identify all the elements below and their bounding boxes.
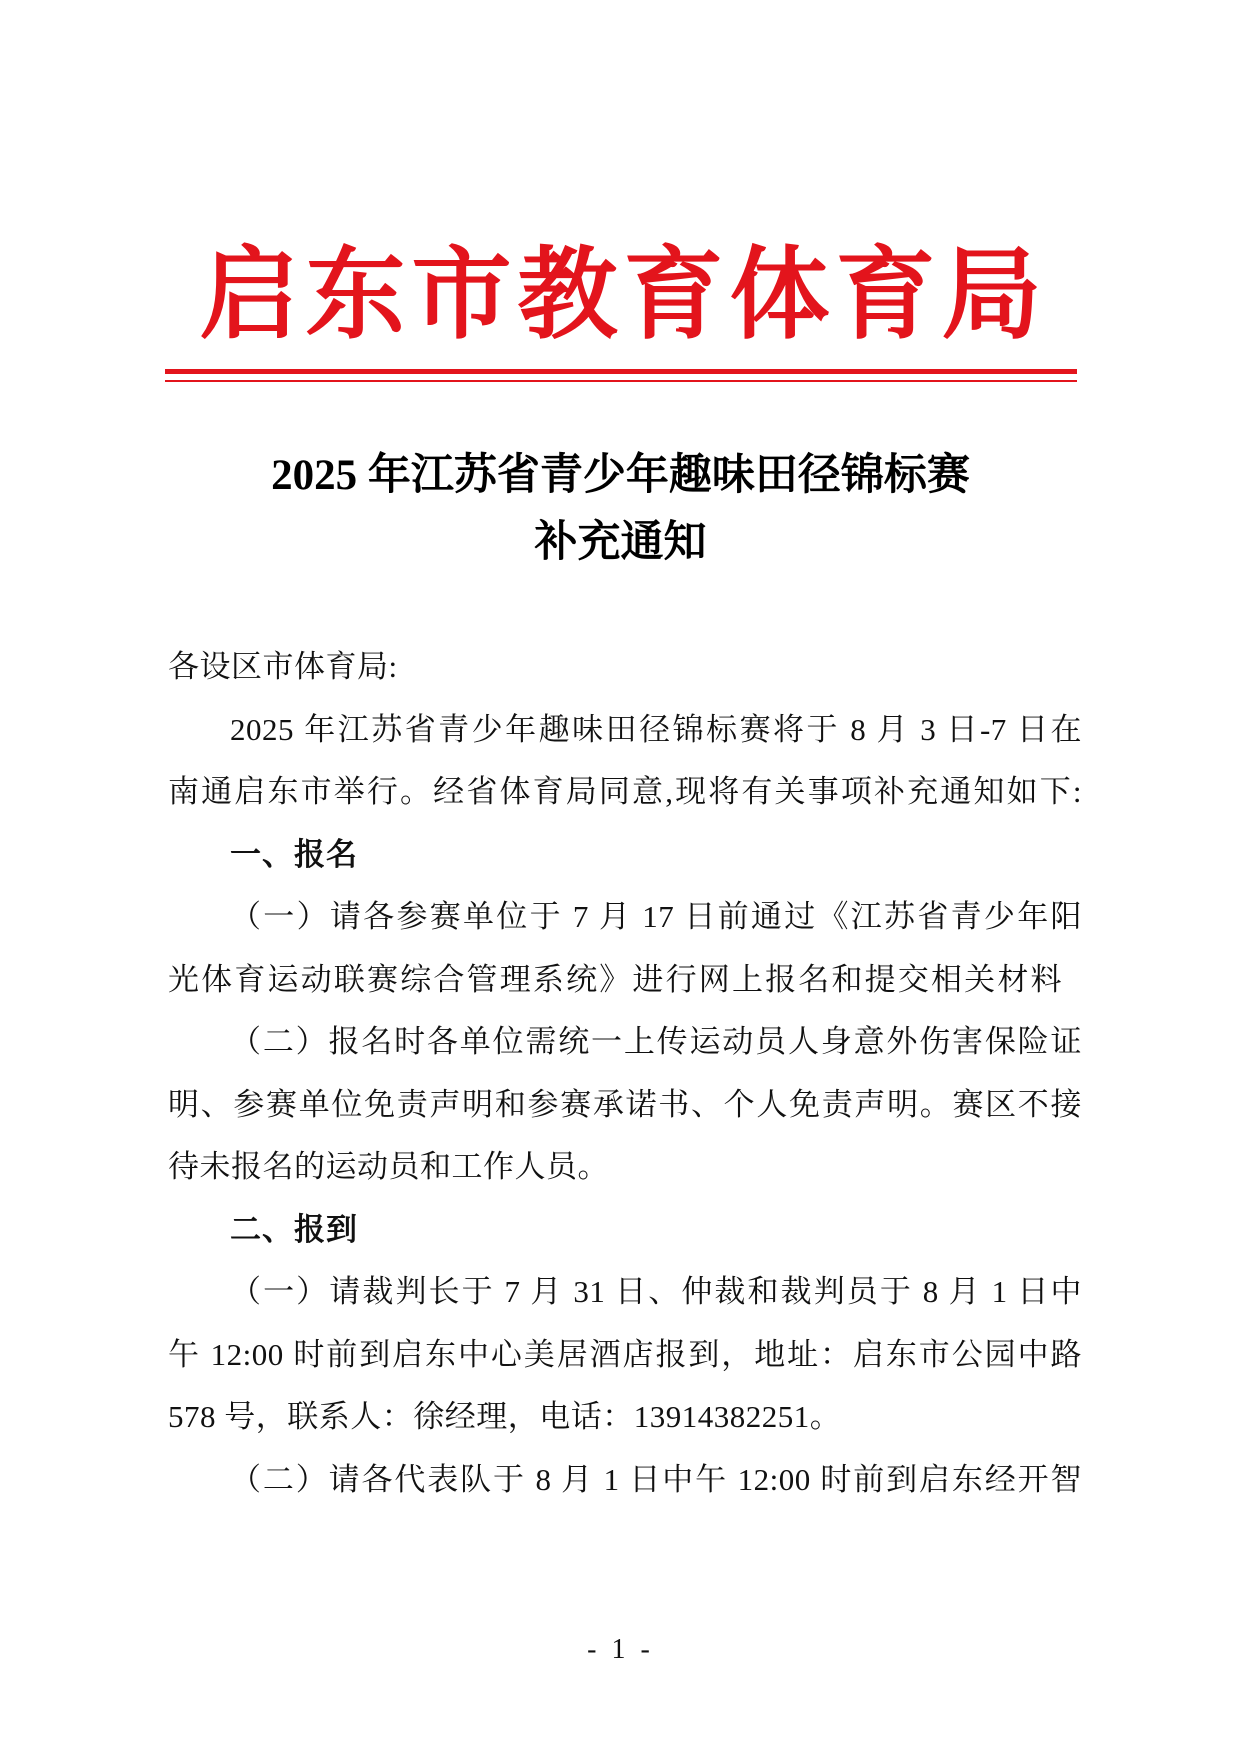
paragraph-line: （一）请各参赛单位于 7 月 17 日前通过《江苏省青少年阳 [230, 899, 1082, 934]
paragraph-line: 待未报名的运动员和工作人员。 [168, 1149, 609, 1184]
paragraph-line: 午 12:00 时前到启东中心美居酒店报到，地址：启东市公园中路 [168, 1336, 1082, 1372]
page-number: - 1 - [587, 1634, 654, 1665]
section-1-item-2 [168, 1011, 1082, 1199]
letterhead-thin-rule [165, 380, 1077, 382]
paragraph-line: 明、参赛单位免责声明和参赛承诺书、个人免责声明。赛区不接 [168, 1086, 1082, 1122]
paragraph-line: （二）报名时各单位需统一上传运动员人身意外伤害保险证 [230, 1024, 1082, 1059]
paragraph-line: （一）请裁判长于 7 月 31 日、仲裁和裁判员于 8 月 1 日中 [230, 1274, 1082, 1309]
paragraph-line: （二）请各代表队于 8 月 1 日中午 12:00 时前到启东经开智 [230, 1461, 1082, 1497]
salutation: 各设区市体育局: [168, 649, 398, 684]
notice-title-line-1: 2025 年江苏省青少年趣味田径锦标赛 [271, 452, 970, 499]
notice-title-line-2: 补充通知 [534, 519, 707, 566]
section-1-heading: 一、报名 [230, 836, 358, 873]
section-2-item-1 [168, 1261, 1082, 1449]
intro-paragraph [168, 699, 1082, 824]
org-letterhead-title: 启东市教育体育局 [199, 240, 1048, 351]
letterhead-thick-rule [165, 369, 1077, 374]
paragraph-line: 光体育运动联赛综合管理系统》进行网上报名和提交相关材料 [168, 961, 1062, 997]
section-2-heading: 二、报到 [230, 1211, 358, 1248]
paragraph-line: 578 号，联系人：徐经理，电话：13914382251。 [168, 1399, 842, 1434]
section-1-item-1 [168, 886, 1082, 1011]
notice-title [0, 442, 1241, 576]
notice-body [168, 636, 1082, 1511]
intro-line: 南通启东市举行。经省体育局同意,现将有关事项补充通知如下: [168, 774, 1082, 809]
section-2-item-2 [168, 1449, 1082, 1512]
intro-line: 2025 年江苏省青少年趣味田径锦标赛将于 8 月 3 日-7 日在 [230, 711, 1082, 747]
